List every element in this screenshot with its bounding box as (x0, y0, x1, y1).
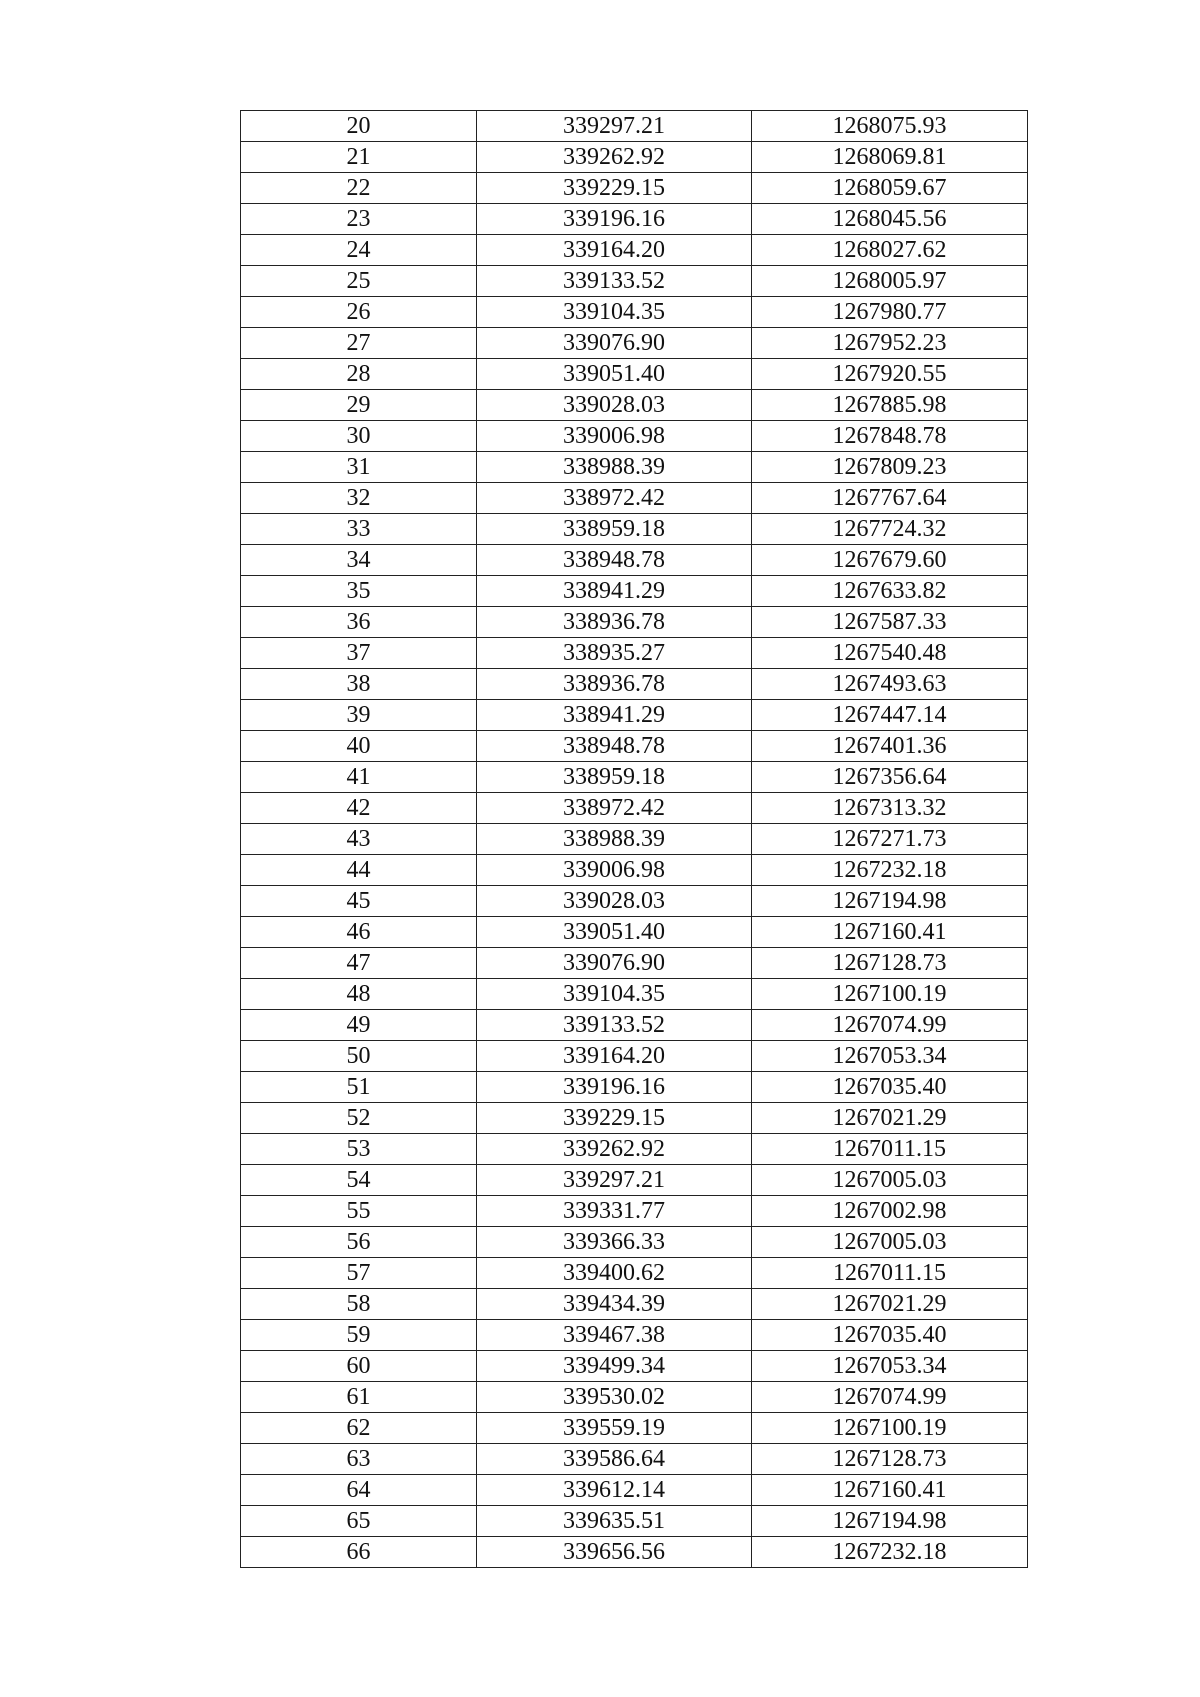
x-coordinate-cell: 339006.98 (477, 421, 752, 452)
x-coordinate-cell: 338972.42 (477, 793, 752, 824)
x-coordinate-cell: 339028.03 (477, 886, 752, 917)
y-coordinate-cell: 1267194.98 (752, 1506, 1028, 1537)
x-coordinate-cell: 339164.20 (477, 1041, 752, 1072)
x-coordinate-cell: 339467.38 (477, 1320, 752, 1351)
y-coordinate-cell: 1267021.29 (752, 1103, 1028, 1134)
table-row (241, 514, 1028, 545)
y-coordinate-cell: 1267160.41 (752, 1475, 1028, 1506)
point-number-cell: 40 (241, 731, 477, 762)
x-coordinate-cell: 339262.92 (477, 142, 752, 173)
point-number-cell: 51 (241, 1072, 477, 1103)
x-coordinate-cell: 338936.78 (477, 669, 752, 700)
point-number-cell: 25 (241, 266, 477, 297)
x-coordinate-cell: 339133.52 (477, 1010, 752, 1041)
point-number-cell: 52 (241, 1103, 477, 1134)
table-row (241, 235, 1028, 266)
x-coordinate-cell: 339297.21 (477, 111, 752, 142)
x-coordinate-cell: 339434.39 (477, 1289, 752, 1320)
y-coordinate-cell: 1267809.23 (752, 452, 1028, 483)
point-number-cell: 65 (241, 1506, 477, 1537)
point-number-cell: 49 (241, 1010, 477, 1041)
y-coordinate-cell: 1267005.03 (752, 1165, 1028, 1196)
y-coordinate-cell: 1268075.93 (752, 111, 1028, 142)
y-coordinate-cell: 1268069.81 (752, 142, 1028, 173)
point-number-cell: 44 (241, 855, 477, 886)
table-row (241, 1072, 1028, 1103)
x-coordinate-cell: 339133.52 (477, 266, 752, 297)
table-row (241, 1320, 1028, 1351)
y-coordinate-cell: 1267540.48 (752, 638, 1028, 669)
point-number-cell: 46 (241, 917, 477, 948)
x-coordinate-cell: 339196.16 (477, 204, 752, 235)
y-coordinate-cell: 1268005.97 (752, 266, 1028, 297)
x-coordinate-cell: 339262.92 (477, 1134, 752, 1165)
point-number-cell: 21 (241, 142, 477, 173)
table-row (241, 1103, 1028, 1134)
x-coordinate-cell: 338948.78 (477, 731, 752, 762)
table-row (241, 948, 1028, 979)
y-coordinate-cell: 1267587.33 (752, 607, 1028, 638)
point-number-cell: 57 (241, 1258, 477, 1289)
table-row (241, 297, 1028, 328)
point-number-cell: 39 (241, 700, 477, 731)
y-coordinate-cell: 1267128.73 (752, 1444, 1028, 1475)
point-number-cell: 31 (241, 452, 477, 483)
y-coordinate-cell: 1267356.64 (752, 762, 1028, 793)
x-coordinate-cell: 339229.15 (477, 1103, 752, 1134)
table-row (241, 1041, 1028, 1072)
x-coordinate-cell: 339028.03 (477, 390, 752, 421)
y-coordinate-cell: 1267493.63 (752, 669, 1028, 700)
y-coordinate-cell: 1267100.19 (752, 1413, 1028, 1444)
point-number-cell: 45 (241, 886, 477, 917)
table-row (241, 1010, 1028, 1041)
point-number-cell: 47 (241, 948, 477, 979)
x-coordinate-cell: 339051.40 (477, 359, 752, 390)
y-coordinate-cell: 1267885.98 (752, 390, 1028, 421)
point-number-cell: 37 (241, 638, 477, 669)
y-coordinate-cell: 1267002.98 (752, 1196, 1028, 1227)
point-number-cell: 30 (241, 421, 477, 452)
x-coordinate-cell: 339612.14 (477, 1475, 752, 1506)
table-row (241, 390, 1028, 421)
point-number-cell: 64 (241, 1475, 477, 1506)
x-coordinate-cell: 339164.20 (477, 235, 752, 266)
x-coordinate-cell: 339051.40 (477, 917, 752, 948)
table-row (241, 452, 1028, 483)
y-coordinate-cell: 1267447.14 (752, 700, 1028, 731)
x-coordinate-cell: 338948.78 (477, 545, 752, 576)
table-row (241, 1351, 1028, 1382)
point-number-cell: 48 (241, 979, 477, 1010)
x-coordinate-cell: 338988.39 (477, 452, 752, 483)
y-coordinate-cell: 1267848.78 (752, 421, 1028, 452)
y-coordinate-cell: 1267313.32 (752, 793, 1028, 824)
y-coordinate-cell: 1267980.77 (752, 297, 1028, 328)
point-number-cell: 22 (241, 173, 477, 204)
table-row (241, 700, 1028, 731)
y-coordinate-cell: 1267128.73 (752, 948, 1028, 979)
y-coordinate-cell: 1268059.67 (752, 173, 1028, 204)
x-coordinate-cell: 339635.51 (477, 1506, 752, 1537)
x-coordinate-cell: 339559.19 (477, 1413, 752, 1444)
point-number-cell: 43 (241, 824, 477, 855)
x-coordinate-cell: 339104.35 (477, 979, 752, 1010)
table-row (241, 669, 1028, 700)
table-row (241, 824, 1028, 855)
point-number-cell: 53 (241, 1134, 477, 1165)
point-number-cell: 59 (241, 1320, 477, 1351)
x-coordinate-cell: 339076.90 (477, 328, 752, 359)
y-coordinate-cell: 1267724.32 (752, 514, 1028, 545)
point-number-cell: 32 (241, 483, 477, 514)
table-row (241, 545, 1028, 576)
y-coordinate-cell: 1267035.40 (752, 1320, 1028, 1351)
point-number-cell: 58 (241, 1289, 477, 1320)
table-row (241, 762, 1028, 793)
table-row (241, 1413, 1028, 1444)
x-coordinate-cell: 339331.77 (477, 1196, 752, 1227)
point-number-cell: 50 (241, 1041, 477, 1072)
y-coordinate-cell: 1267021.29 (752, 1289, 1028, 1320)
table-row (241, 1537, 1028, 1568)
point-number-cell: 35 (241, 576, 477, 607)
table-row (241, 607, 1028, 638)
point-number-cell: 62 (241, 1413, 477, 1444)
point-number-cell: 27 (241, 328, 477, 359)
table-row (241, 1165, 1028, 1196)
table-row (241, 1475, 1028, 1506)
y-coordinate-cell: 1267401.36 (752, 731, 1028, 762)
table-row (241, 359, 1028, 390)
point-number-cell: 36 (241, 607, 477, 638)
point-number-cell: 38 (241, 669, 477, 700)
y-coordinate-cell: 1267005.03 (752, 1227, 1028, 1258)
point-number-cell: 29 (241, 390, 477, 421)
y-coordinate-cell: 1267074.99 (752, 1382, 1028, 1413)
point-number-cell: 20 (241, 111, 477, 142)
point-number-cell: 34 (241, 545, 477, 576)
y-coordinate-cell: 1267232.18 (752, 855, 1028, 886)
x-coordinate-cell: 339104.35 (477, 297, 752, 328)
x-coordinate-cell: 338941.29 (477, 576, 752, 607)
y-coordinate-cell: 1268045.56 (752, 204, 1028, 235)
x-coordinate-cell: 339499.34 (477, 1351, 752, 1382)
y-coordinate-cell: 1267232.18 (752, 1537, 1028, 1568)
x-coordinate-cell: 339006.98 (477, 855, 752, 886)
point-number-cell: 55 (241, 1196, 477, 1227)
y-coordinate-cell: 1267194.98 (752, 886, 1028, 917)
x-coordinate-cell: 338959.18 (477, 514, 752, 545)
table-row (241, 1289, 1028, 1320)
table-row (241, 421, 1028, 452)
table-row (241, 1196, 1028, 1227)
point-number-cell: 66 (241, 1537, 477, 1568)
table-row (241, 638, 1028, 669)
table-row (241, 328, 1028, 359)
table-row (241, 1258, 1028, 1289)
point-number-cell: 41 (241, 762, 477, 793)
x-coordinate-cell: 339297.21 (477, 1165, 752, 1196)
y-coordinate-cell: 1267633.82 (752, 576, 1028, 607)
table-row (241, 1444, 1028, 1475)
x-coordinate-cell: 339196.16 (477, 1072, 752, 1103)
x-coordinate-cell: 339586.64 (477, 1444, 752, 1475)
x-coordinate-cell: 338959.18 (477, 762, 752, 793)
point-number-cell: 33 (241, 514, 477, 545)
table-row (241, 111, 1028, 142)
y-coordinate-cell: 1267074.99 (752, 1010, 1028, 1041)
table-row (241, 483, 1028, 514)
y-coordinate-cell: 1267100.19 (752, 979, 1028, 1010)
table-row (241, 731, 1028, 762)
point-number-cell: 28 (241, 359, 477, 390)
y-coordinate-cell: 1267160.41 (752, 917, 1028, 948)
table-row (241, 1134, 1028, 1165)
point-number-cell: 26 (241, 297, 477, 328)
x-coordinate-cell: 339366.33 (477, 1227, 752, 1258)
coordinate-table (240, 110, 1028, 1568)
table-row (241, 793, 1028, 824)
table-row (241, 173, 1028, 204)
point-number-cell: 61 (241, 1382, 477, 1413)
x-coordinate-cell: 338988.39 (477, 824, 752, 855)
point-number-cell: 24 (241, 235, 477, 266)
x-coordinate-cell: 339229.15 (477, 173, 752, 204)
point-number-cell: 63 (241, 1444, 477, 1475)
x-coordinate-cell: 339076.90 (477, 948, 752, 979)
y-coordinate-cell: 1267053.34 (752, 1041, 1028, 1072)
x-coordinate-cell: 338935.27 (477, 638, 752, 669)
point-number-cell: 54 (241, 1165, 477, 1196)
x-coordinate-cell: 339656.56 (477, 1537, 752, 1568)
point-number-cell: 23 (241, 204, 477, 235)
table-row (241, 142, 1028, 173)
table-row (241, 1506, 1028, 1537)
y-coordinate-cell: 1267035.40 (752, 1072, 1028, 1103)
y-coordinate-cell: 1267767.64 (752, 483, 1028, 514)
y-coordinate-cell: 1267679.60 (752, 545, 1028, 576)
point-number-cell: 60 (241, 1351, 477, 1382)
point-number-cell: 56 (241, 1227, 477, 1258)
y-coordinate-cell: 1267271.73 (752, 824, 1028, 855)
table-row (241, 1227, 1028, 1258)
table-row (241, 855, 1028, 886)
table-row (241, 886, 1028, 917)
y-coordinate-cell: 1267920.55 (752, 359, 1028, 390)
y-coordinate-cell: 1267952.23 (752, 328, 1028, 359)
table-row (241, 576, 1028, 607)
x-coordinate-cell: 339400.62 (477, 1258, 752, 1289)
x-coordinate-cell: 338936.78 (477, 607, 752, 638)
point-number-cell: 42 (241, 793, 477, 824)
table-row (241, 204, 1028, 235)
y-coordinate-cell: 1267011.15 (752, 1134, 1028, 1165)
table-row (241, 979, 1028, 1010)
table-row (241, 266, 1028, 297)
table-row (241, 917, 1028, 948)
coordinate-table-body (241, 111, 1028, 1568)
table-row (241, 1382, 1028, 1413)
x-coordinate-cell: 339530.02 (477, 1382, 752, 1413)
y-coordinate-cell: 1267011.15 (752, 1258, 1028, 1289)
x-coordinate-cell: 338941.29 (477, 700, 752, 731)
x-coordinate-cell: 338972.42 (477, 483, 752, 514)
y-coordinate-cell: 1268027.62 (752, 235, 1028, 266)
y-coordinate-cell: 1267053.34 (752, 1351, 1028, 1382)
